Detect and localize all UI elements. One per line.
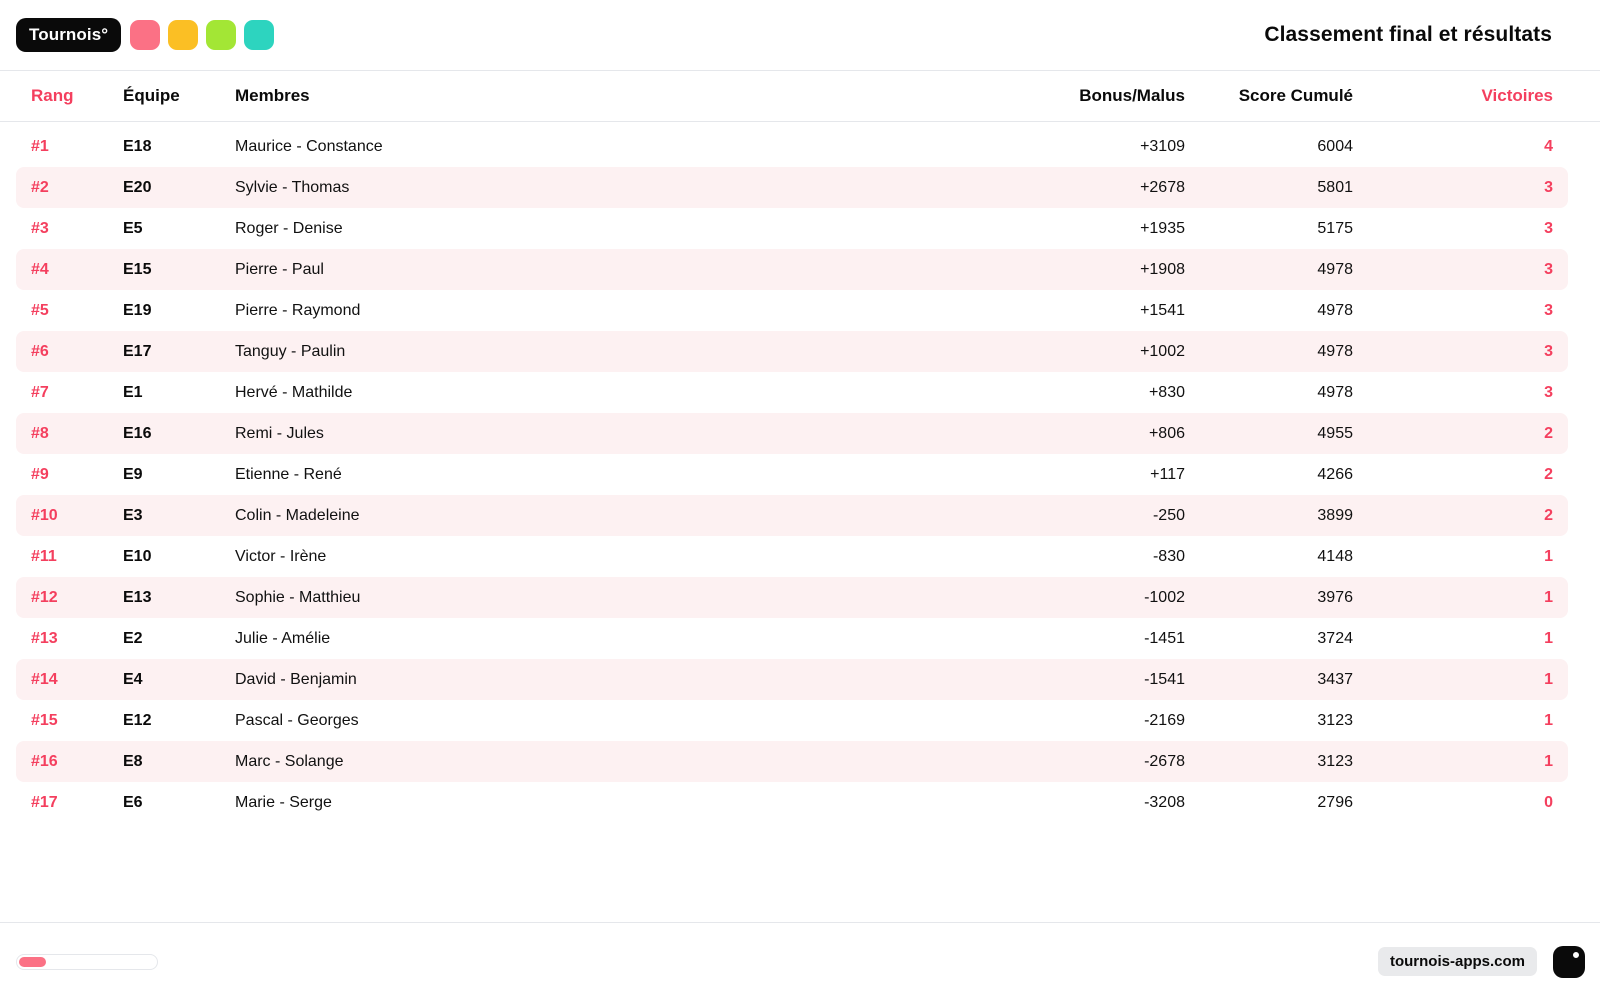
table-row xyxy=(16,208,1568,249)
bonus-cell: -1002 xyxy=(1144,588,1185,606)
members-cell: Victor - Irène xyxy=(235,547,327,565)
members-cell: Pierre - Paul xyxy=(235,260,324,278)
score-cell: 6004 xyxy=(1317,137,1353,155)
bonus-cell: +117 xyxy=(1150,465,1185,483)
team-cell: E4 xyxy=(123,670,143,688)
team-cell: E17 xyxy=(123,342,152,360)
score-cell: 4955 xyxy=(1317,424,1353,442)
wins-cell: 3 xyxy=(1544,342,1553,360)
score-cell: 5801 xyxy=(1317,178,1353,196)
score-cell: 3976 xyxy=(1317,588,1353,606)
column-header-bonus: Bonus/Malus xyxy=(1079,86,1185,105)
palette-swatch-pink xyxy=(130,20,160,50)
table-row xyxy=(16,331,1568,372)
bonus-cell: -250 xyxy=(1152,506,1185,524)
rank-cell: #3 xyxy=(31,219,49,237)
column-header-wins: Victoires xyxy=(1481,86,1553,105)
bonus-cell: +806 xyxy=(1148,424,1185,442)
wins-cell: 2 xyxy=(1544,465,1553,483)
wins-cell: 1 xyxy=(1544,547,1553,565)
table-row xyxy=(16,454,1568,495)
ranking-table xyxy=(0,71,1600,922)
score-cell: 2796 xyxy=(1317,793,1353,811)
wins-cell: 3 xyxy=(1544,219,1553,237)
team-cell: E18 xyxy=(123,137,152,155)
wins-cell: 1 xyxy=(1544,629,1553,647)
score-cell: 4978 xyxy=(1317,383,1353,401)
table-row xyxy=(16,741,1568,782)
bonus-cell: +1908 xyxy=(1140,260,1185,278)
wins-cell: 2 xyxy=(1544,506,1553,524)
table-row xyxy=(16,372,1568,413)
column-header-score: Score Cumulé xyxy=(1238,86,1353,105)
table-row xyxy=(16,577,1568,618)
wins-cell: 3 xyxy=(1544,383,1553,401)
score-cell: 5175 xyxy=(1317,219,1353,237)
rank-cell: #14 xyxy=(31,670,58,688)
members-cell: Pascal - Georges xyxy=(235,711,359,729)
team-cell: E8 xyxy=(123,752,143,770)
members-cell: Maurice - Constance xyxy=(235,137,383,155)
table-row xyxy=(16,700,1568,741)
table-row xyxy=(16,659,1568,700)
bonus-cell: +1935 xyxy=(1140,219,1185,237)
palette-swatch-green xyxy=(206,20,236,50)
rank-cell: #10 xyxy=(31,506,58,524)
members-cell: Pierre - Raymond xyxy=(235,301,361,319)
wins-cell: 1 xyxy=(1544,752,1553,770)
members-cell: Etienne - René xyxy=(235,465,342,483)
wins-cell: 0 xyxy=(1544,793,1553,811)
top-bar xyxy=(0,0,1600,71)
color-palette xyxy=(130,20,274,50)
table-row xyxy=(16,413,1568,454)
progress-bar xyxy=(16,954,158,970)
rank-cell: #16 xyxy=(31,752,58,770)
team-cell: E6 xyxy=(123,793,143,811)
bonus-cell: -2678 xyxy=(1144,752,1185,770)
column-header-members: Membres xyxy=(235,86,310,105)
wins-cell: 2 xyxy=(1544,424,1553,442)
column-header-team: Équipe xyxy=(123,86,180,105)
bonus-cell: +3109 xyxy=(1140,137,1185,155)
rank-cell: #15 xyxy=(31,711,58,729)
team-cell: E15 xyxy=(123,260,152,278)
rank-cell: #17 xyxy=(31,793,58,811)
table-row xyxy=(16,782,1568,823)
members-cell: Colin - Madeleine xyxy=(235,506,360,524)
rank-cell: #4 xyxy=(31,260,49,278)
palette-swatch-teal xyxy=(244,20,274,50)
progress-fill xyxy=(19,957,46,967)
bonus-cell: +830 xyxy=(1148,383,1185,401)
team-cell: E1 xyxy=(123,383,143,401)
members-cell: Julie - Amélie xyxy=(235,629,331,647)
wins-cell: 3 xyxy=(1544,260,1553,278)
rank-cell: #8 xyxy=(31,424,49,442)
rank-cell: #1 xyxy=(31,137,49,155)
wins-cell: 4 xyxy=(1544,137,1553,155)
members-cell: Sophie - Matthieu xyxy=(235,588,361,606)
team-cell: E20 xyxy=(123,178,152,196)
score-cell: 4978 xyxy=(1317,342,1353,360)
table-row xyxy=(16,290,1568,331)
bonus-cell: +1541 xyxy=(1140,301,1185,319)
rank-cell: #9 xyxy=(31,465,49,483)
column-header-rank: Rang xyxy=(31,86,74,105)
team-cell: E13 xyxy=(123,588,152,606)
bonus-cell: -1451 xyxy=(1144,629,1185,647)
table-row xyxy=(16,249,1568,290)
wins-cell: 1 xyxy=(1544,670,1553,688)
table-row xyxy=(16,167,1568,208)
bonus-cell: -2169 xyxy=(1144,711,1185,729)
score-cell: 3899 xyxy=(1317,506,1353,524)
tournois-logo-icon xyxy=(1553,946,1585,978)
members-cell: Marie - Serge xyxy=(235,793,332,811)
table-body xyxy=(0,122,1600,823)
score-cell: 4978 xyxy=(1317,260,1353,278)
app-logo: Tournois° xyxy=(16,18,121,52)
members-cell: David - Benjamin xyxy=(235,670,357,688)
bonus-cell: +2678 xyxy=(1140,178,1185,196)
score-cell: 4978 xyxy=(1317,301,1353,319)
score-cell: 3123 xyxy=(1317,752,1353,770)
page-title: Classement final et résultats xyxy=(1264,23,1552,46)
rank-cell: #6 xyxy=(31,342,49,360)
bonus-cell: -830 xyxy=(1152,547,1185,565)
degree-icon xyxy=(1573,952,1579,958)
members-cell: Sylvie - Thomas xyxy=(235,178,350,196)
rank-cell: #11 xyxy=(31,547,57,565)
team-cell: E10 xyxy=(123,547,152,565)
bonus-cell: -3208 xyxy=(1144,793,1185,811)
site-link-badge[interactable]: tournois-apps.com xyxy=(1378,947,1537,976)
bonus-cell: +1002 xyxy=(1140,342,1185,360)
wins-cell: 3 xyxy=(1544,178,1553,196)
team-cell: E16 xyxy=(123,424,152,442)
members-cell: Tanguy - Paulin xyxy=(235,342,346,360)
score-cell: 4266 xyxy=(1317,465,1353,483)
table-row xyxy=(16,495,1568,536)
table-row xyxy=(16,126,1568,167)
team-cell: E9 xyxy=(123,465,143,483)
members-cell: Roger - Denise xyxy=(235,219,343,237)
wins-cell: 1 xyxy=(1544,588,1553,606)
table-row xyxy=(16,536,1568,577)
members-cell: Marc - Solange xyxy=(235,752,344,770)
rank-cell: #13 xyxy=(31,629,58,647)
team-cell: E19 xyxy=(123,301,152,319)
bonus-cell: -1541 xyxy=(1144,670,1185,688)
score-cell: 3437 xyxy=(1317,670,1353,688)
members-cell: Remi - Jules xyxy=(235,424,324,442)
team-cell: E3 xyxy=(123,506,143,524)
rank-cell: #7 xyxy=(31,383,49,401)
members-cell: Hervé - Mathilde xyxy=(235,383,353,401)
palette-swatch-yellow xyxy=(168,20,198,50)
score-cell: 4148 xyxy=(1317,547,1353,565)
score-cell: 3724 xyxy=(1317,629,1353,647)
table-row xyxy=(16,618,1568,659)
rank-cell: #2 xyxy=(31,178,49,196)
rank-cell: #5 xyxy=(31,301,49,319)
score-cell: 3123 xyxy=(1317,711,1353,729)
wins-cell: 3 xyxy=(1544,301,1553,319)
team-cell: E2 xyxy=(123,629,143,647)
team-cell: E12 xyxy=(123,711,152,729)
table-header xyxy=(0,71,1600,122)
footer-bar xyxy=(0,922,1600,1000)
team-cell: E5 xyxy=(123,219,143,237)
wins-cell: 1 xyxy=(1544,711,1553,729)
rank-cell: #12 xyxy=(31,588,58,606)
